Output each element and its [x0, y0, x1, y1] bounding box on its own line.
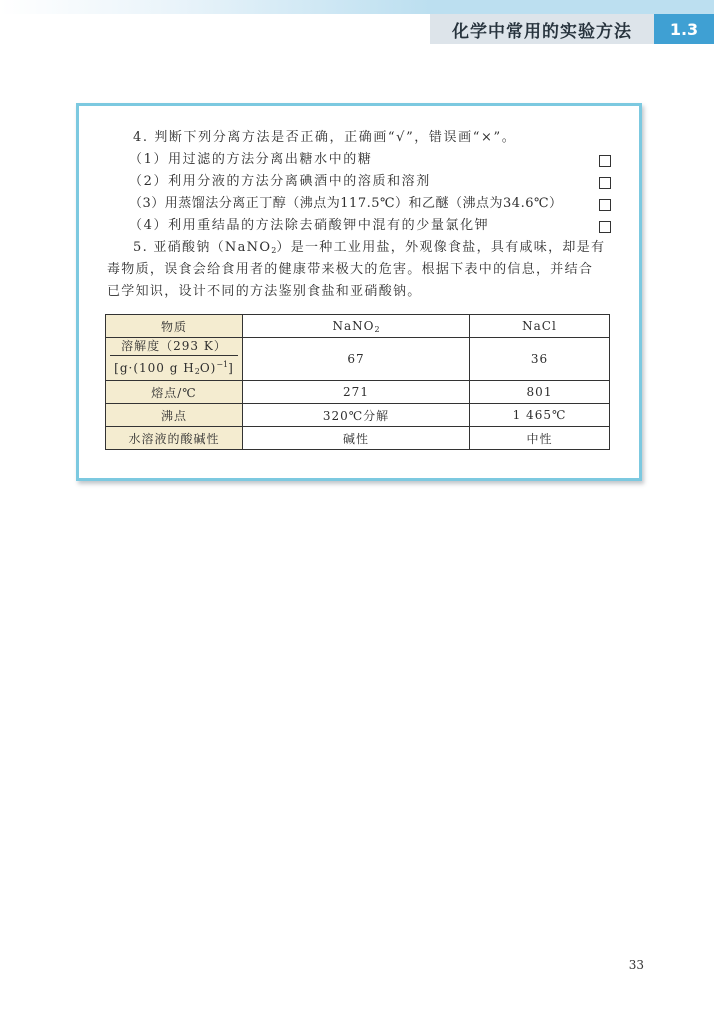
acidity-nano2: 碱性	[243, 427, 470, 450]
solubility-nano2: 67	[243, 338, 470, 381]
acidity-label: 水溶液的酸碱性	[106, 427, 243, 450]
table-header-nano2: NaNO$_2$	[243, 315, 470, 338]
chapter-title-box	[430, 14, 654, 44]
properties-table	[105, 314, 610, 450]
solubility-label: 溶解度（293 K） [g·(100 g $H_2O)^{-1}$]	[106, 338, 243, 381]
header-gradient-band	[0, 0, 430, 14]
section-number: 1.3	[669, 19, 699, 39]
melting-point-label: 熔点/℃	[106, 381, 243, 404]
question-4-item-2: （2）利用分液的方法分离碘酒中的溶质和溶剂	[129, 174, 431, 189]
question-5-line-1: 5. 亚硝酸钠（NaNO$_2$）是一种工业用盐，外观像食盐，具有咸味，却是有	[133, 240, 606, 255]
page-number: 33	[628, 958, 644, 972]
question-4-stem: 4. 判断下列分离方法是否正确，正确画“√”，错误画“×”。	[133, 130, 517, 145]
solubility-nacl: 36	[470, 338, 610, 381]
chapter-title: 化学中常用的实验方法	[452, 21, 632, 42]
answer-checkbox-1[interactable]	[599, 155, 611, 167]
section-number-box	[654, 14, 714, 44]
question-5-line-2: 毒物质，误食会给食用者的健康带来极大的危害。根据下表中的信息，并结合	[107, 262, 594, 277]
header-top-strip	[430, 0, 714, 14]
boiling-point-label: 沸点	[106, 404, 243, 427]
table-row	[106, 338, 610, 381]
table-row	[106, 404, 610, 427]
table-row	[106, 315, 610, 338]
melting-point-nacl: 801	[470, 381, 610, 404]
question-4-item-4: （4）利用重结晶的方法除去硝酸钾中混有的少量氯化钾	[129, 218, 490, 233]
answer-checkbox-3[interactable]	[599, 199, 611, 211]
exercise-box	[76, 103, 642, 481]
table-row	[106, 427, 610, 450]
question-4-item-1: （1）用过滤的方法分离出糖水中的糖	[129, 152, 373, 167]
question-5-line-3: 已学知识，设计不同的方法鉴别食盐和亚硝酸钠。	[107, 284, 422, 299]
boiling-point-nacl: 1 465℃	[470, 404, 610, 427]
table-header-label: 物质	[106, 315, 243, 338]
answer-checkbox-2[interactable]	[599, 177, 611, 189]
melting-point-nano2: 271	[243, 381, 470, 404]
table-header-nacl: NaCl	[470, 315, 610, 338]
answer-checkbox-4[interactable]	[599, 221, 611, 233]
question-4-item-3: （3）用蒸馏法分离正丁醇（沸点为117.5℃）和乙醚（沸点为34.6℃）	[129, 196, 563, 211]
boiling-point-nano2: 320℃分解	[243, 404, 470, 427]
table-row	[106, 381, 610, 404]
acidity-nacl: 中性	[470, 427, 610, 450]
